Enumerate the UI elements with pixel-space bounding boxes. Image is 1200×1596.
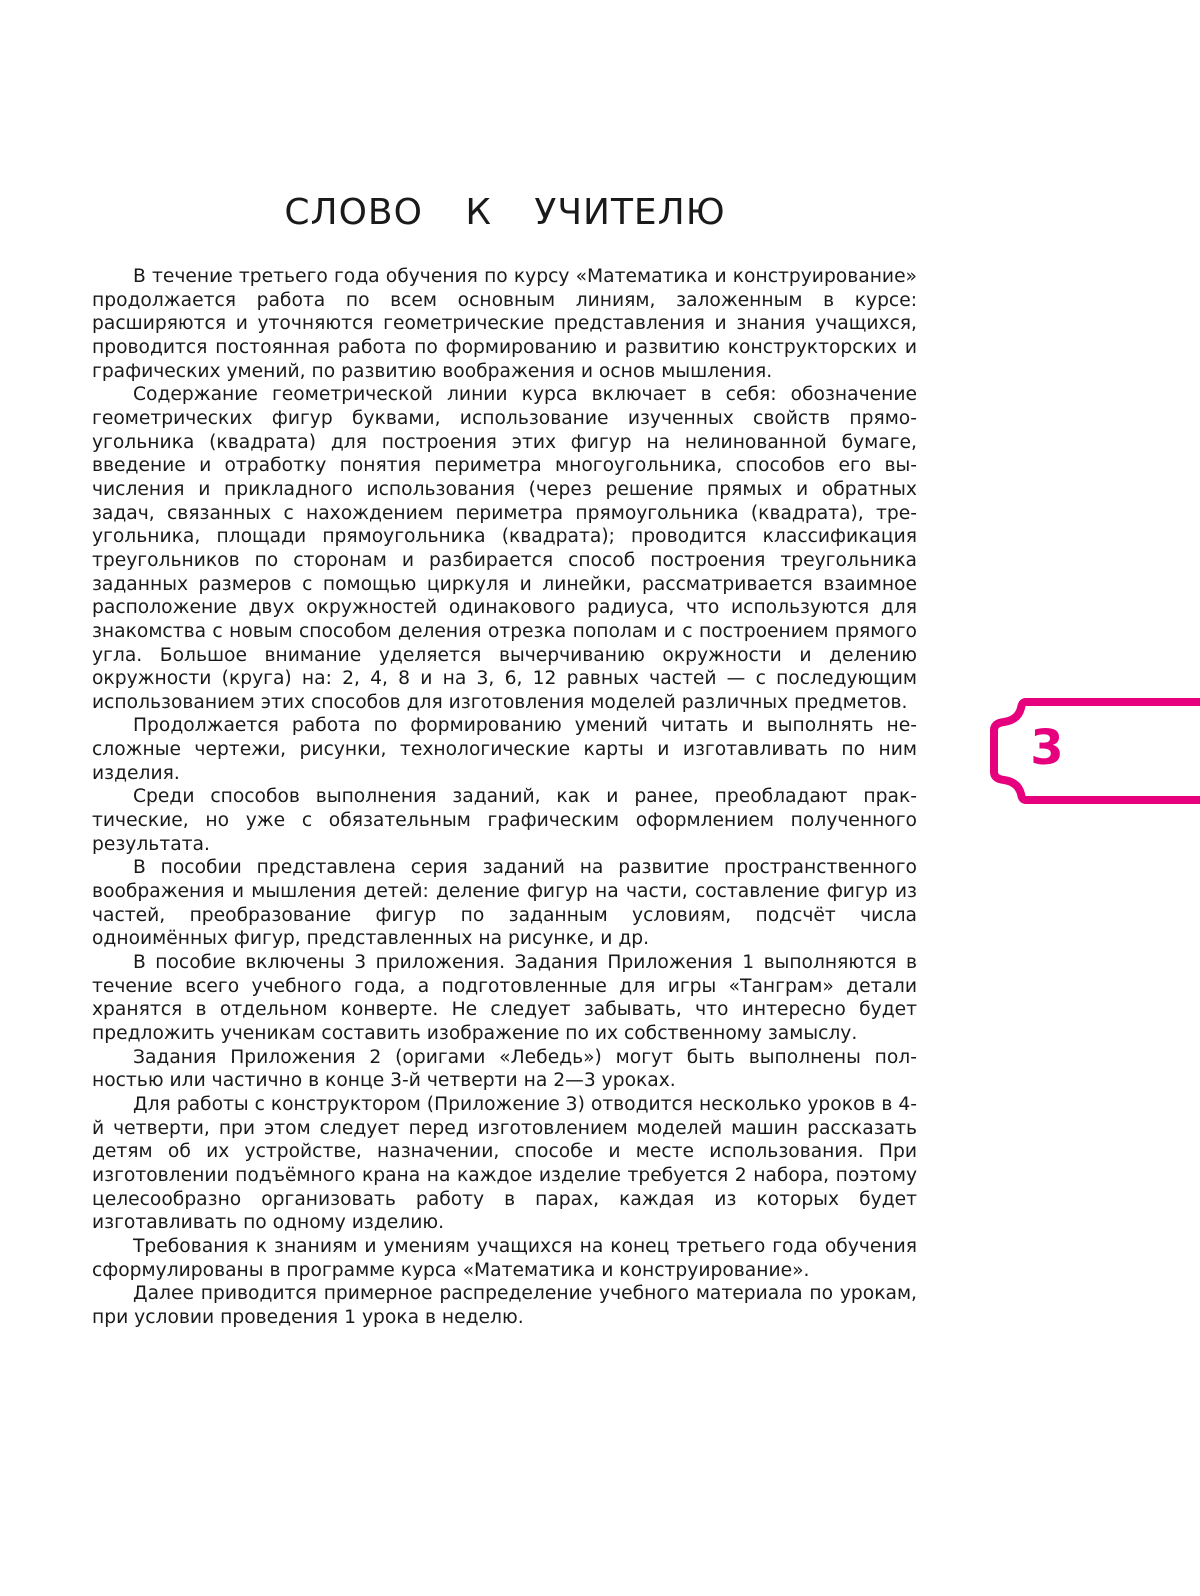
paragraph: В пособии представлена серия заданий на развитие пространственного воображения и мышления детей: деление фигур на части, составление фигур из частей, преобразование фигур по заданным условиям, подсчёт числа одноимённых фигур, представленных на рисунке, и др. [92,857,917,950]
chapter-tab [988,696,1200,806]
chapter-number: 3 [1030,720,1064,776]
paragraph: Требования к знаниям и умениям учащихся на конец третьего года обучения сформулированы в программе курса «Математика и конструирование». [92,1235,917,1281]
paragraph: Задания Приложения 2 (оригами «Лебедь») могут быть выполнены полностью или частично в конце 3-й четверти на 2—3 уроках. [92,1046,917,1092]
page-title: СЛОВО К УЧИТЕЛЮ [284,192,726,233]
paragraph: Далее приводится примерное распределение учебного материала по урокам, при условии проведения 1 урока в неделю. [92,1283,917,1328]
paragraph: Среди способов выполнения заданий, как и ранее, преобладают практические, но уже с обязательным графическим оформлением полученного результата. [92,786,917,855]
paragraph: Для работы с конструктором (Приложение 3) отводится несколько уроков в 4-й четверти, при этом следует перед изготовлением моделей машин рассказать детям об их устройстве, назначении, способе и месте использования. При изготовлении подъёмного крана на каждое изделие требуется 2 набора, поэтому целесообразно организовать работу в парах, каждая из которых будет изготавливать по одному изделию. [92,1093,917,1234]
body-text [92,265,917,1330]
paragraph: Содержание геометрической линии курса включает в себя: обозначение геометрических фигур буквами, использование изученных свойств прямоугольника (квадрата) для построения этих фигур на нелинованной бумаге, введение и отработку понятия периметра многоугольника, способов его вычисления и прикладного использования (через решение прямых и обратных задач, связанных с нахождением периметра прямоугольника (квадрата), треугольника, площади прямоугольника (квадрата); проводится классификация треугольников по сторонам и разбирается способ построения треугольника заданных размеров с помощью циркуля и линейки, рассматривается взаимное расположение двух окружностей одинакового радиуса, что используются для знакомства с новым способом деления отрезка пополам и с построением прямого угла. Большое внимание уделяется вычерчиванию окружности и делению окружности (круга) на: 2, 4, 8 и на 3, 6, 12 равных частей — с последующим использованием этих способов для изготовления моделей различных предметов. [92,384,917,713]
paragraph: В пособие включены 3 приложения. Задания Приложения 1 выполняются в течение всего учебного года, а подготовленные для игры «Танграм» детали хранятся в отдельном конверте. Не следует забывать, что интересно будет предложить ученикам составить изображение по их собственному замыслу. [92,952,917,1044]
paragraph: Продолжается работа по формированию умений читать и выполнять несложные чертежи, рисунки, технологические карты и изготавливать по ним изделия. [92,715,917,784]
paragraph: В течение третьего года обучения по курсу «Математика и конструирование» продолжается работа по всем основным линиям, заложенным в курсе: расширяются и уточняются геометрические представления и знания учащихся, проводится постоянная работа по формированию и развитию конструкторских и графических умений, по развитию воображения и основ мышления. [92,266,917,382]
